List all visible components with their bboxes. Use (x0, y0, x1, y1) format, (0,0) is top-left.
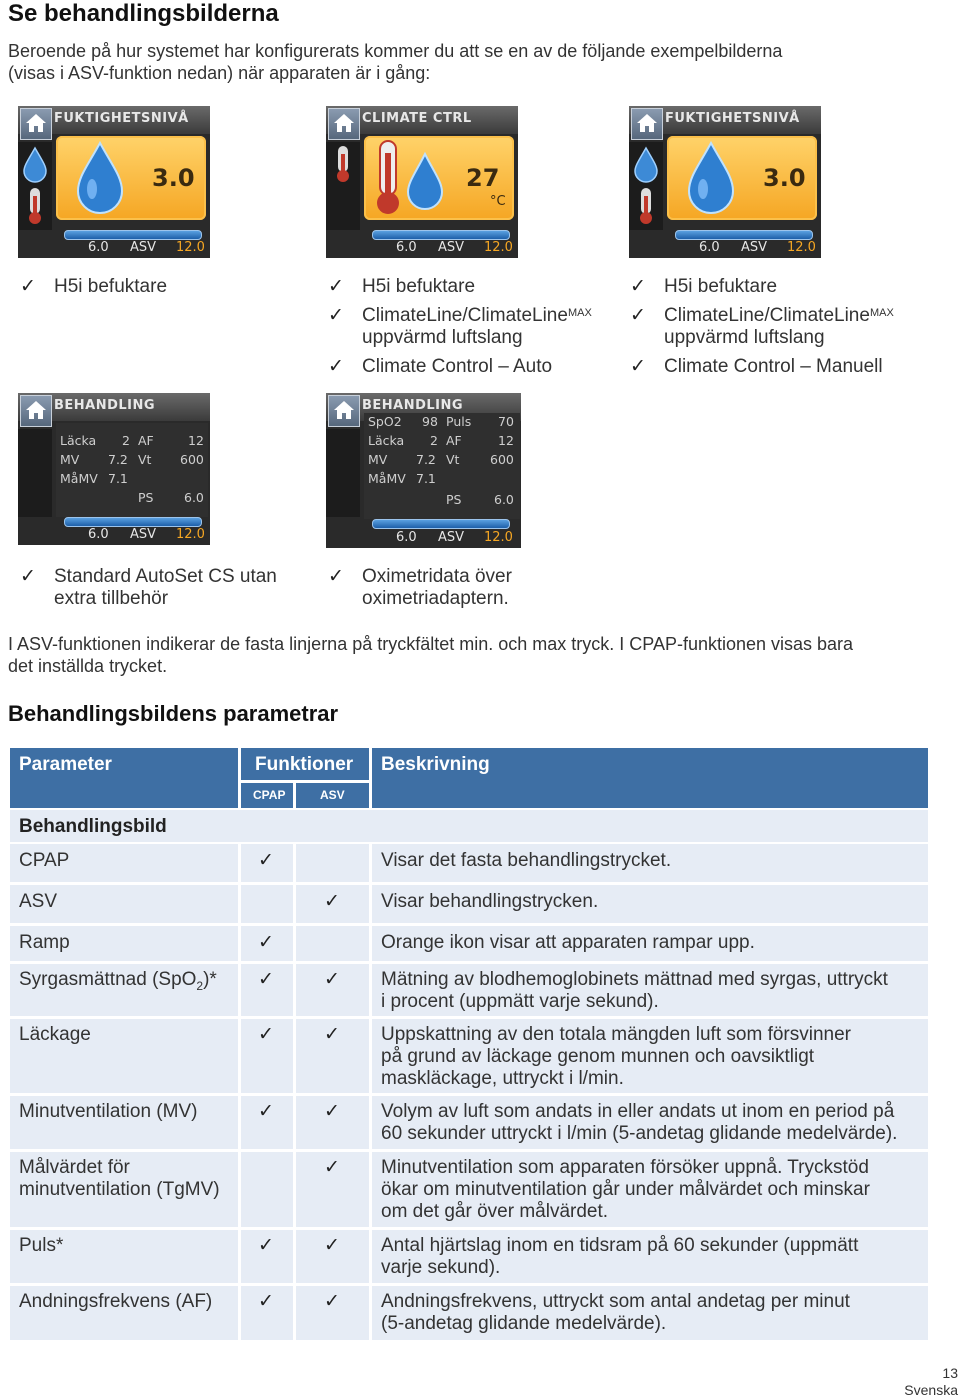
cell-desc (372, 1286, 928, 1340)
table-row (10, 964, 928, 1016)
desc-text: ökar om minutventilation går under målvärdet och minskar (381, 1179, 870, 1200)
check-icon: ✓ (324, 969, 340, 990)
cell-desc (372, 1230, 928, 1283)
cell-asv (296, 1152, 369, 1227)
cell-asv (296, 844, 369, 882)
screen-humidity-1 (18, 106, 210, 258)
desc-text: 60 sekunder uttryckt i l/min (5-andetag glidande medelvärde). (381, 1123, 898, 1144)
superscript-max: MAX (567, 307, 592, 319)
value-row (108, 471, 128, 486)
header-label: Funktioner (255, 754, 354, 775)
pressure-bar (675, 230, 813, 240)
value-row (430, 433, 438, 448)
value-row (188, 433, 204, 448)
language-label: Svenska (904, 1382, 958, 1398)
cell-param (10, 844, 238, 882)
cell-asv (296, 926, 369, 961)
value-row (184, 490, 204, 505)
checklist-2 (328, 276, 623, 385)
value-row (490, 452, 514, 467)
value-row (138, 452, 151, 467)
row-label: MåMV (368, 471, 406, 486)
screen-title: BEHANDLING (362, 398, 464, 413)
water-drop-icon (681, 139, 741, 217)
list-item (630, 305, 930, 349)
home-icon (20, 108, 52, 140)
value-row (446, 414, 471, 429)
mode-label: ASV (741, 240, 768, 255)
treatment-values (364, 413, 520, 519)
page-number: 13 (942, 1365, 958, 1381)
param-label: Ramp (19, 932, 70, 953)
desc-text: Andningsfrekvens, uttryckt som antal andetag per minut (381, 1291, 850, 1312)
cell-cpap (241, 1152, 293, 1227)
desc-text: maskläckage, uttryckt i l/min. (381, 1068, 624, 1089)
check-icon: ✓ (630, 356, 646, 377)
value-row (60, 452, 79, 467)
home-icon (328, 108, 360, 140)
cell-asv (296, 1286, 369, 1340)
max-label: 12.0 (176, 527, 205, 542)
param-text: Syrgasmättnad (SpO (19, 969, 197, 990)
list-item-label: oximetriadaptern. (362, 588, 509, 609)
param-label: Läckage (19, 1024, 91, 1045)
row-value: 12 (498, 433, 514, 448)
min-label: 6.0 (88, 240, 109, 255)
mode-label: ASV (130, 527, 157, 542)
cell-desc (372, 844, 928, 882)
header-label: ASV (320, 788, 345, 802)
cell-param (10, 885, 238, 923)
intro-line-2: (visas i ASV-funktion nedan) när apparaten är i gång: (8, 63, 431, 83)
row-label: MåMV (60, 471, 98, 486)
param-text: )* (203, 969, 217, 990)
list-item-label: uppvärmd luftslang (664, 327, 825, 348)
note-line-1: I ASV-funktionen indikerar de fasta linjerna på tryckfältet min. och max tryck. I CPAP-funktionen visas bara (8, 634, 854, 654)
value-panel (667, 136, 817, 220)
side-panel (629, 142, 663, 230)
thermometer-icon (629, 186, 663, 226)
cell-param (10, 1152, 238, 1227)
side-panel (326, 142, 360, 230)
cell-param (10, 926, 238, 961)
list-item (20, 276, 300, 298)
check-icon: ✓ (258, 1235, 274, 1256)
value-row (446, 433, 462, 448)
cell-cpap (241, 1019, 293, 1093)
home-icon (631, 108, 663, 140)
section-row (10, 810, 928, 842)
header-parameter (10, 748, 238, 808)
check-icon: ✓ (324, 1235, 340, 1256)
list-item-label: H5i befuktare (664, 276, 778, 297)
cell-param (10, 1230, 238, 1283)
home-icon (20, 395, 52, 427)
check-icon: ✓ (324, 891, 340, 912)
row-value: 6.0 (184, 490, 204, 505)
param-label: Puls* (19, 1235, 64, 1256)
water-drop-icon (70, 139, 130, 217)
desc-text: på grund av läckage genom munnen och oavsiktligt (381, 1046, 815, 1067)
desc-text: Antal hjärtslag inom en tidsram på 60 sekunder (uppmätt (381, 1235, 859, 1256)
cell-param (10, 964, 238, 1016)
list-item-label: ClimateLine/ClimateLine (664, 305, 870, 326)
value-row (446, 492, 461, 507)
row-value: 6.0 (494, 492, 514, 507)
water-drop-icon (629, 144, 663, 184)
intro-line-1: Beroende på hur systemet har konfigurerats kommer du att se en av de följande exempelbilderna (8, 41, 783, 61)
humidity-value: 3.0 (763, 164, 806, 192)
max-label: 12.0 (484, 530, 513, 545)
row-label: Vt (446, 452, 460, 467)
desc-text: Orange ikon visar att apparaten rampar upp. (381, 932, 755, 953)
water-drop-icon (18, 144, 52, 184)
row-label: MV (368, 452, 388, 467)
value-row (494, 492, 514, 507)
min-label: 6.0 (699, 240, 720, 255)
check-icon: ✓ (324, 1101, 340, 1122)
value-row (498, 414, 514, 429)
header-label: Beskrivning (381, 754, 490, 775)
screen-treatment-standard (18, 393, 210, 545)
list-item-label: H5i befuktare (54, 276, 168, 297)
cell-cpap (241, 1230, 293, 1283)
list-item (328, 305, 623, 349)
header-funktioner (241, 748, 369, 780)
max-label: 12.0 (176, 240, 205, 255)
list-item (328, 276, 623, 298)
cell-param (10, 1019, 238, 1093)
desc-text: Visar det fasta behandlingstrycket. (381, 850, 672, 871)
cell-asv (296, 885, 369, 923)
screen-climate-ctrl (326, 106, 518, 258)
row-label: Läcka (368, 433, 405, 448)
check-icon: ✓ (328, 356, 344, 377)
row-label: Läcka (60, 433, 97, 448)
home-icon (328, 395, 360, 427)
superscript-max: MAX (869, 307, 894, 319)
row-value: 7.2 (108, 452, 128, 467)
cell-desc (372, 926, 928, 961)
section-label: Behandlingsbild (19, 816, 167, 837)
cell-desc (372, 1019, 928, 1093)
value-row (60, 471, 98, 486)
param-label: Minutventilation (MV) (19, 1101, 198, 1122)
header-cpap (241, 783, 293, 808)
table-row (10, 1152, 928, 1227)
checklist-5 (328, 566, 618, 617)
row-label: PS (446, 492, 462, 507)
list-item-label: Standard AutoSet CS utan (54, 566, 277, 587)
row-label: PS (138, 490, 154, 505)
row-label: AF (138, 433, 154, 448)
param-label: minutventilation (TgMV) (19, 1179, 220, 1200)
row-value: 12 (188, 433, 204, 448)
row-label: Puls (446, 414, 472, 429)
screen-humidity-2 (629, 106, 821, 258)
row-value: 7.1 (108, 471, 128, 486)
row-value: 600 (180, 452, 204, 467)
param-label: Målvärdet för (19, 1157, 130, 1178)
value-row (108, 452, 128, 467)
check-icon: ✓ (324, 1291, 340, 1312)
pressure-bar (64, 230, 202, 240)
min-label: 6.0 (88, 527, 109, 542)
screen-title: FUKTIGHETSNIVÅ (54, 111, 189, 126)
cell-desc (372, 1152, 928, 1227)
row-value: 70 (498, 414, 514, 429)
page-title: Se behandlingsbilderna (8, 0, 279, 27)
cell-cpap (241, 926, 293, 961)
value-row (416, 471, 436, 486)
cell-param (10, 1286, 238, 1340)
cell-cpap (241, 844, 293, 882)
screen-treatment-oximetry (326, 393, 521, 548)
cell-asv (296, 1019, 369, 1093)
list-item-label: Climate Control – Manuell (664, 356, 883, 377)
desc-text: Minutventilation som apparaten försöker uppnå. Tryckstöd (381, 1157, 869, 1178)
max-label: 12.0 (484, 240, 513, 255)
cell-cpap (241, 964, 293, 1016)
list-item (328, 566, 618, 610)
side-panel (326, 429, 360, 517)
side-panel (18, 142, 52, 230)
list-item (630, 356, 930, 378)
row-value: 7.2 (416, 452, 436, 467)
cell-param (10, 1096, 238, 1149)
table-row (10, 926, 928, 961)
value-row (122, 433, 130, 448)
check-icon: ✓ (258, 1024, 274, 1045)
check-icon: ✓ (630, 305, 646, 326)
table-row (10, 1096, 928, 1149)
desc-text: varje sekund). (381, 1257, 501, 1278)
value-row (138, 433, 154, 448)
row-label: SpO2 (368, 414, 402, 429)
checklist-4 (20, 566, 310, 617)
param-label (19, 969, 217, 997)
check-icon: ✓ (324, 1157, 340, 1178)
row-value: 7.1 (416, 471, 436, 486)
value-row (60, 433, 96, 448)
screen-title: FUKTIGHETSNIVÅ (665, 111, 800, 126)
list-item (630, 276, 930, 298)
desc-text: Volym av luft som andats in eller andats ut inom en period på (381, 1101, 895, 1122)
cell-asv (296, 1096, 369, 1149)
param-label: Andningsfrekvens (AF) (19, 1291, 213, 1312)
value-panel (56, 136, 206, 220)
mode-label: ASV (130, 240, 157, 255)
cell-asv (296, 964, 369, 1016)
min-label: 6.0 (396, 240, 417, 255)
table-row (10, 844, 928, 882)
desc-text: Visar behandlingstrycken. (381, 891, 599, 912)
header-label: CPAP (253, 788, 286, 802)
screen-title: CLIMATE CTRL (362, 111, 472, 126)
check-icon: ✓ (328, 566, 344, 587)
pressure-bar (372, 519, 510, 529)
subscript: 2 (196, 978, 204, 993)
side-panel (18, 429, 52, 517)
min-label: 6.0 (396, 530, 417, 545)
cell-cpap (241, 885, 293, 923)
header-beskrivning (372, 748, 928, 808)
pressure-bar (372, 230, 510, 240)
row-value: 2 (122, 433, 130, 448)
row-value: 98 (422, 414, 438, 429)
thermometer-icon (326, 144, 360, 184)
cell-desc (372, 1096, 928, 1149)
value-row (416, 452, 436, 467)
list-item-label: extra tillbehör (54, 588, 169, 609)
value-row (368, 452, 387, 467)
max-label: 12.0 (787, 240, 816, 255)
list-item-label: ClimateLine/ClimateLine (362, 305, 568, 326)
check-icon: ✓ (328, 305, 344, 326)
check-icon: ✓ (258, 1101, 274, 1122)
header-label: Parameter (19, 754, 112, 775)
cell-desc (372, 885, 928, 923)
row-label: Vt (138, 452, 152, 467)
list-item (328, 356, 623, 378)
treatment-values (56, 423, 208, 517)
check-icon: ✓ (20, 566, 36, 587)
check-icon: ✓ (258, 969, 274, 990)
pressure-bar (64, 517, 202, 527)
value-panel (364, 136, 514, 220)
checklist-3 (630, 276, 930, 385)
note-line-2: det inställda trycket. (8, 656, 168, 676)
param-label: ASV (19, 891, 58, 912)
check-icon: ✓ (20, 276, 36, 297)
row-label: AF (446, 433, 462, 448)
row-value: 600 (490, 452, 514, 467)
cell-desc (372, 964, 928, 1016)
list-item-label: H5i befuktare (362, 276, 476, 297)
check-icon: ✓ (324, 1024, 340, 1045)
value-row (368, 471, 406, 486)
temperature-value: 27 (466, 164, 500, 192)
row-label: MV (60, 452, 80, 467)
check-icon: ✓ (258, 1291, 274, 1312)
list-item-label: uppvärmd luftslang (362, 327, 523, 348)
check-icon: ✓ (258, 932, 274, 953)
section-title: Behandlingsbildens parametrar (8, 701, 339, 726)
desc-text: om det går över målvärdet. (381, 1201, 609, 1222)
table-row (10, 1230, 928, 1283)
thermometer-icon (18, 186, 52, 226)
cell-cpap (241, 1286, 293, 1340)
list-item (20, 566, 310, 610)
list-item-label: Oximetridata över (362, 566, 512, 587)
table-row (10, 885, 928, 923)
check-icon: ✓ (630, 276, 646, 297)
check-icon: ✓ (258, 850, 274, 871)
table-row (10, 1019, 928, 1093)
desc-text: Mätning av blodhemoglobinets mättnad med syrgas, uttryckt (381, 969, 888, 990)
value-row (368, 414, 402, 429)
desc-text: i procent (uppmätt varje sekund). (381, 991, 659, 1012)
param-label: CPAP (19, 850, 70, 871)
mode-label: ASV (438, 530, 465, 545)
value-row (422, 414, 438, 429)
value-row (138, 490, 153, 505)
cell-asv (296, 1230, 369, 1283)
value-row (446, 452, 459, 467)
value-row (180, 452, 204, 467)
desc-text: (5-andetag glidande medelvärde). (381, 1313, 667, 1334)
screen-title: BEHANDLING (54, 398, 156, 413)
list-item-label: Climate Control – Auto (362, 356, 553, 377)
cell-cpap (241, 1096, 293, 1149)
thermometer-icon (370, 139, 406, 217)
value-row (498, 433, 514, 448)
water-drop-icon (402, 150, 448, 216)
value-row (368, 433, 404, 448)
humidity-value: 3.0 (152, 164, 195, 192)
header-asv (296, 783, 369, 808)
table-row (10, 1286, 928, 1340)
checklist-1 (20, 276, 300, 305)
check-icon: ✓ (328, 276, 344, 297)
desc-text: Uppskattning av den totala mängden luft som försvinner (381, 1024, 851, 1045)
temperature-unit: °C (490, 194, 506, 209)
row-value: 2 (430, 433, 438, 448)
mode-label: ASV (438, 240, 465, 255)
